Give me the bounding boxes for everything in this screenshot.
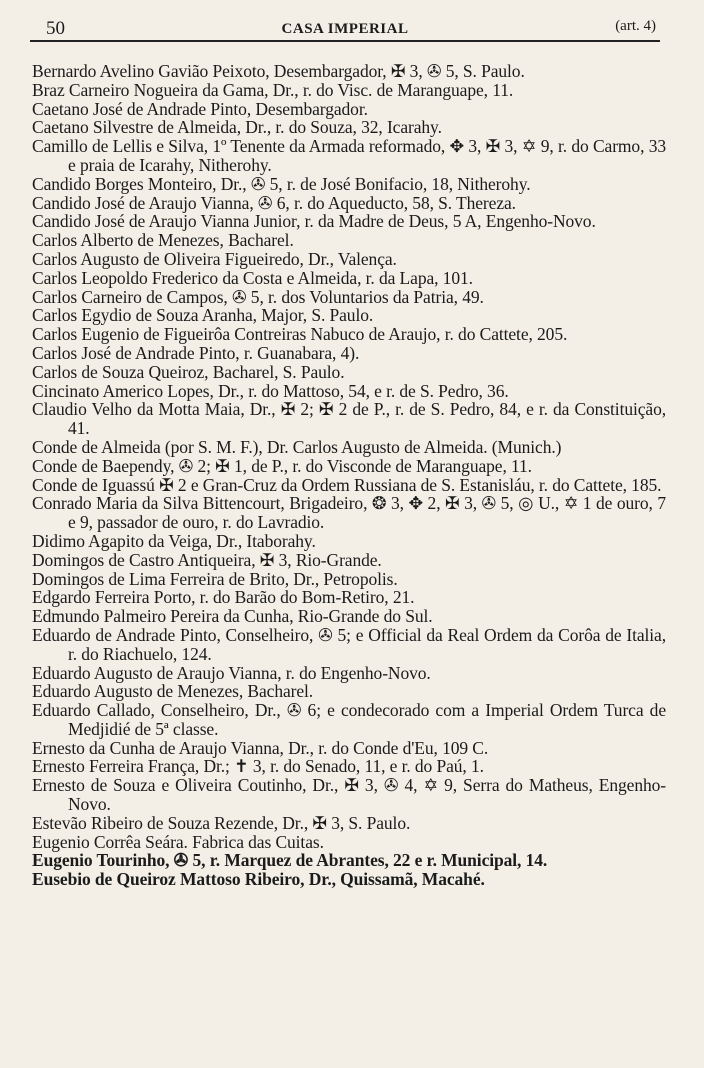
list-item: Carlos de Souza Queiroz, Bacharel, S. Paulo. bbox=[32, 361, 345, 382]
list-item: Carlos Alberto de Menezes, Bacharel. bbox=[32, 230, 294, 251]
header-rule bbox=[30, 40, 660, 42]
list-item: Carlos Leopoldo Frederico da Costa e Almeida, r. da Lapa, 101. bbox=[32, 267, 473, 288]
list-item: Conde de Almeida (por S. M. F.), Dr. Carlos Augusto de Almeida. (Munich.) bbox=[32, 436, 562, 457]
list-item: Ernesto de Souza e Oliveira Coutinho, Dr., ✠ 3, ✇ 4, ✡ 9, Serra do Matheus, Engenho-Novo. bbox=[32, 775, 666, 815]
list-item: Camillo de Lellis e Silva, 1º Tenente da Armada reformado, ✥ 3, ✠ 3, ✡ 9, r. do Carmo, 33 e praia de Icarahy, Nitherohy. bbox=[32, 136, 666, 175]
list-item: Estevão Ribeiro de Souza Rezende, Dr., ✠ 3, S. Paulo. bbox=[32, 812, 411, 833]
list-item: Carlos Augusto de Oliveira Figueiredo, Dr., Valença. bbox=[32, 248, 397, 269]
list-item: Braz Carneiro Nogueira da Gama, Dr., r. do Visc. de Maranguape, 11. bbox=[32, 79, 514, 100]
list-item: Eduardo de Andrade Pinto, Conselheiro, ✇ 5; e Official da Real Ordem da Corôa de Italia, r. do Riachuelo, 124. bbox=[32, 624, 666, 664]
list-item: Caetano José de Andrade Pinto, Desembargador. bbox=[32, 98, 368, 119]
list-item: Carlos Carneiro de Campos, ✇ 5, r. dos Voluntarios da Patria, 49. bbox=[32, 286, 484, 307]
list-item: Eugenio Tourinho, ✇ 5, r. Marquez de Abrantes, 22 e r. Municipal, 14. bbox=[32, 850, 548, 871]
list-item: Conde de Baependy, ✇ 2; ✠ 1, de P., r. do Visconde de Maranguape, 11. bbox=[32, 455, 532, 476]
list-item: Carlos José de Andrade Pinto, r. Guanabara, 4). bbox=[32, 342, 360, 363]
list-item: Conrado Maria da Silva Bittencourt, Brigadeiro, ❂ 3, ✥ 2, ✠ 3, ✇ 5, ◎ U., ✡ 1 de ouro, 7 e 9, passador de ouro, r. do Lavradio. bbox=[32, 493, 666, 533]
entry-list bbox=[0, 62, 704, 889]
list-item: Candido José de Araujo Vianna, ✇ 6, r. do Aqueducto, 58, S. Thereza. bbox=[32, 192, 516, 213]
list-item: Eduardo Callado, Conselheiro, Dr., ✇ 6; e condecorado com a Imperial Ordem Turca de Medjidié de 5ª classe. bbox=[32, 700, 666, 739]
list-item: Domingos de Lima Ferreira de Brito, Dr., Petropolis. bbox=[32, 568, 398, 589]
list-item: Domingos de Castro Antiqueira, ✠ 3, Rio-Grande. bbox=[32, 549, 382, 570]
list-item: Carlos Eugenio de Figueirôa Contreiras Nabuco de Araujo, r. do Cattete, 205. bbox=[32, 324, 568, 345]
list-item: Caetano Silvestre de Almeida, Dr., r. do Souza, 32, Icarahy. bbox=[32, 117, 442, 138]
list-item: Claudio Velho da Motta Maia, Dr., ✠ 2; ✠ 2 de P., r. de S. Pedro, 84, e r. da Constituição, 41. bbox=[32, 399, 666, 439]
list-item: Carlos Egydio de Souza Aranha, Major, S. Paulo. bbox=[32, 305, 374, 326]
list-item: Didimo Agapito da Veiga, Dr., Itaborahy. bbox=[32, 530, 316, 551]
page-number: 50 bbox=[46, 18, 65, 39]
list-item: Ernesto da Cunha de Araujo Vianna, Dr., r. do Conde d'Eu, 109 C. bbox=[32, 737, 489, 758]
list-item: Eduardo Augusto de Menezes, Bacharel. bbox=[32, 681, 314, 702]
list-item: Candido José de Araujo Vianna Junior, r. da Madre de Deus, 5 A, Engenho-Novo. bbox=[32, 211, 596, 232]
list-item: Eduardo Augusto de Araujo Vianna, r. do Engenho-Novo. bbox=[32, 662, 431, 683]
list-item: Eugenio Corrêa Seára. Fabrica das Cuitas. bbox=[32, 831, 324, 852]
list-item: Edgardo Ferreira Porto, r. do Barão do Bom-Retiro, 21. bbox=[32, 587, 415, 608]
list-item: Candido Borges Monteiro, Dr., ✇ 5, r. de José Bonifacio, 18, Nitherohy. bbox=[32, 173, 531, 194]
list-item: Ernesto Ferreira França, Dr.; ✝ 3, r. do Senado, 11, e r. do Paú, 1. bbox=[32, 756, 484, 777]
list-item: Cincinato Americo Lopes, Dr., r. do Mattoso, 54, e r. de S. Pedro, 36. bbox=[32, 380, 509, 401]
section-reference: (art. 4) bbox=[615, 18, 656, 34]
list-item: Bernardo Avelino Gavião Peixoto, Desembargador, ✠ 3, ✇ 5, S. Paulo. bbox=[32, 61, 525, 81]
list-item: Conde de Iguassú ✠ 2 e Gran-Cruz da Ordem Russiana de S. Estanisláu, r. do Cattete, 185. bbox=[32, 474, 662, 495]
running-title: CASA IMPERIAL bbox=[281, 21, 409, 37]
page-header bbox=[30, 16, 660, 42]
list-item: Eusebio de Queiroz Mattoso Ribeiro, Dr., Quissamã, Macahé. bbox=[32, 869, 485, 890]
list-item: Edmundo Palmeiro Pereira da Cunha, Rio-Grande do Sul. bbox=[32, 606, 433, 627]
